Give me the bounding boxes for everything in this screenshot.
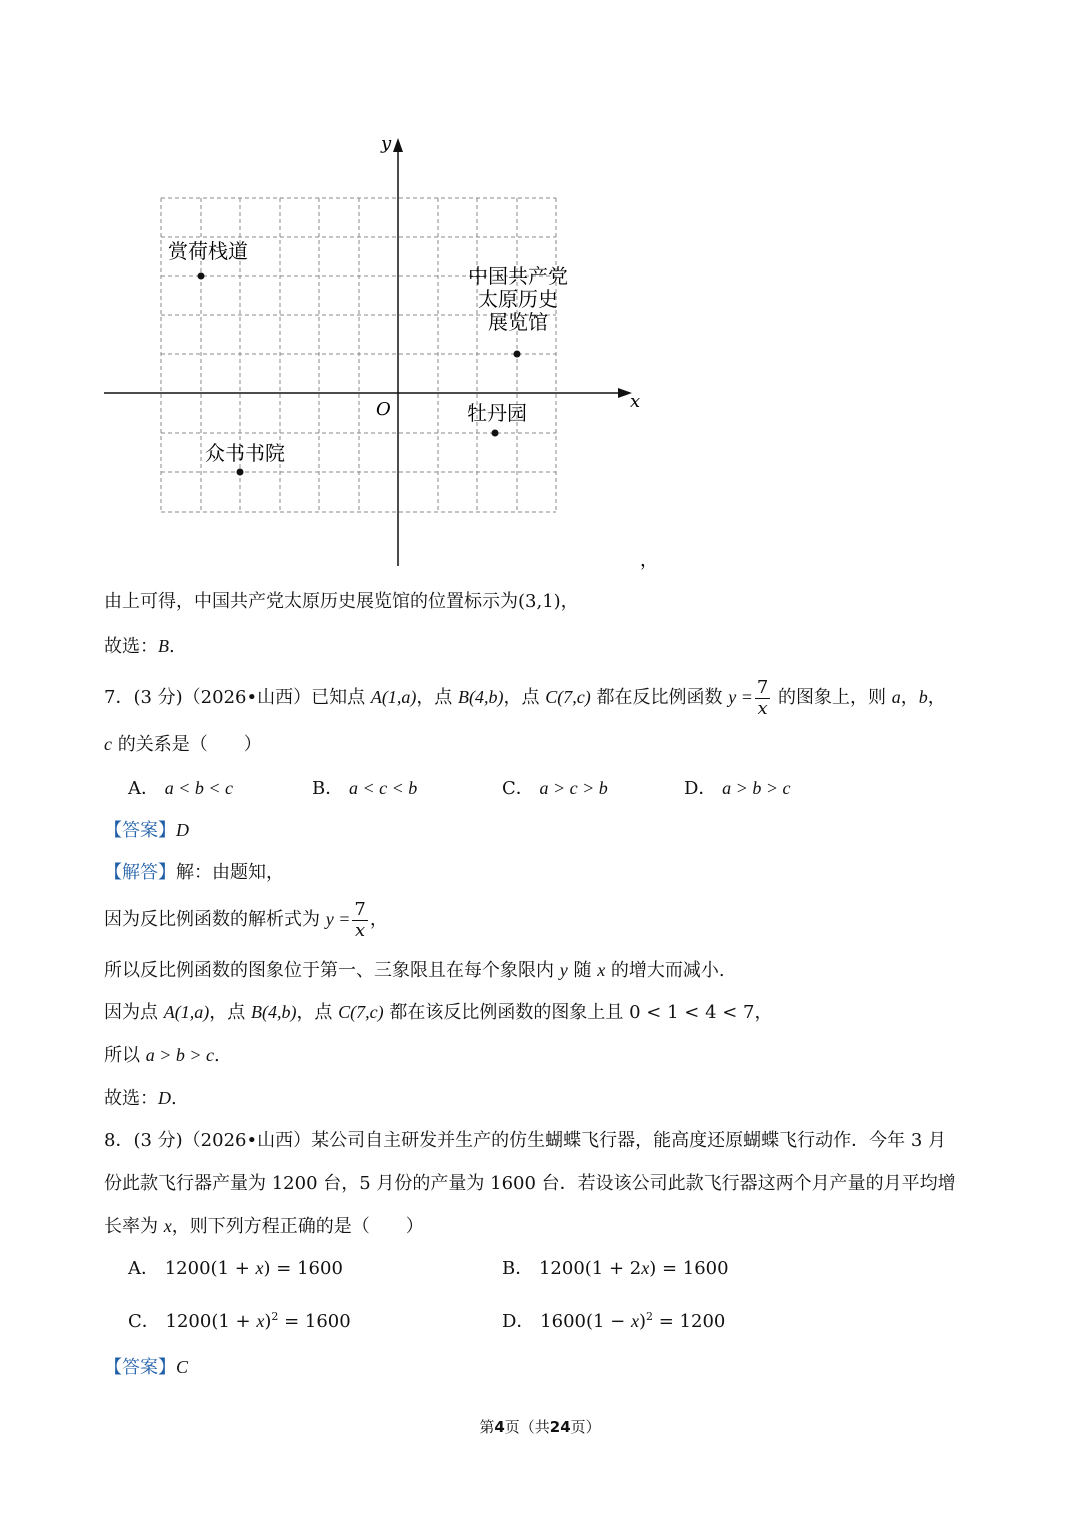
option-key: A． bbox=[128, 1258, 159, 1279]
origin-label: O bbox=[376, 399, 391, 420]
q8-option-c bbox=[128, 1305, 351, 1334]
y-axis-arrow-icon bbox=[393, 138, 403, 152]
exponent: 2 bbox=[271, 1310, 279, 1323]
text: ， bbox=[369, 909, 388, 930]
choice-value: B bbox=[158, 636, 169, 656]
var-b: b bbox=[918, 687, 928, 707]
q7-answer bbox=[104, 818, 189, 843]
coordinate-diagram bbox=[0, 120, 700, 580]
text: 的增大而减小. bbox=[605, 960, 725, 981]
q7-option-d bbox=[684, 776, 790, 801]
text: 由上可得，中国共产党太原历史展览馆的位置标示为 bbox=[104, 591, 518, 612]
text: . bbox=[214, 1045, 220, 1066]
option-key: C． bbox=[128, 1311, 160, 1332]
point-a: A(1,a) bbox=[163, 1002, 210, 1022]
func-lhs: y = bbox=[325, 909, 351, 929]
x-axis-label: x bbox=[630, 391, 641, 412]
text: 都在该反比例函数的图象上且 bbox=[383, 1002, 630, 1023]
var-c: c bbox=[104, 734, 112, 754]
point-a: A(1,a) bbox=[370, 687, 417, 707]
var-x: x bbox=[255, 1258, 264, 1278]
point-c: C(7,c) bbox=[545, 687, 591, 707]
point-mudan bbox=[492, 430, 499, 437]
text: ， bbox=[900, 687, 919, 708]
text: ，点 bbox=[416, 687, 459, 708]
q7-stem-line1 bbox=[104, 677, 946, 719]
q8-answer bbox=[104, 1355, 188, 1380]
y-axis-label: y bbox=[381, 133, 392, 154]
point-shanghe bbox=[198, 273, 205, 280]
q8-option-b bbox=[502, 1256, 729, 1281]
text: 因为反比例函数的解析式为 bbox=[104, 909, 326, 930]
exponent: 2 bbox=[646, 1310, 654, 1323]
numerator: 7 bbox=[756, 676, 769, 698]
q7-solution-line1 bbox=[104, 897, 388, 942]
denominator: x bbox=[355, 919, 366, 941]
point-museum bbox=[514, 351, 521, 358]
answer-label: 【答案】 bbox=[104, 1357, 176, 1378]
answer-value: D bbox=[176, 820, 189, 840]
numerator: 7 bbox=[354, 898, 366, 920]
expr: ) bbox=[638, 1311, 647, 1332]
total-pages: 24 bbox=[549, 1418, 571, 1436]
var-x: x bbox=[641, 1258, 650, 1278]
point-b: B(4,b) bbox=[250, 1002, 297, 1022]
text: 8．(3 分)（2026•山西）某公司自主研发并生产的仿生蝴蝶飞行器，能高度还原蝴蝶飞行动作．今年 3 月 bbox=[104, 1130, 946, 1151]
var-x: x bbox=[597, 960, 606, 980]
text: 所以 bbox=[104, 1045, 146, 1066]
expr: ) bbox=[264, 1311, 272, 1332]
option-key: D． bbox=[502, 1311, 535, 1332]
q7-option-a bbox=[128, 776, 233, 801]
option-key: B． bbox=[502, 1258, 534, 1279]
option-key: C． bbox=[502, 778, 534, 799]
expr: 1200(1 + bbox=[165, 1311, 257, 1332]
text: ，点 bbox=[296, 1002, 339, 1023]
text: 第 bbox=[479, 1418, 495, 1436]
option-expr: a < c < b bbox=[348, 778, 418, 798]
point-zhongshu bbox=[237, 469, 244, 476]
choice-value: D bbox=[158, 1088, 171, 1108]
fraction bbox=[755, 678, 770, 719]
conclusion-line bbox=[104, 590, 579, 614]
q8-stem-line1 bbox=[104, 1129, 946, 1153]
page-footer bbox=[0, 1416, 1080, 1437]
expr: ) = 1600 bbox=[263, 1258, 343, 1279]
q7-solution-line3 bbox=[104, 1000, 773, 1025]
q7-option-c bbox=[502, 776, 608, 801]
q8-stem-line3 bbox=[104, 1214, 424, 1239]
func-lhs: y = bbox=[728, 687, 753, 707]
q7-solution-line2 bbox=[104, 958, 725, 983]
label-museum-line3: 展览馆 bbox=[488, 310, 548, 334]
q7-solution-choice bbox=[104, 1086, 177, 1111]
q8-option-d bbox=[502, 1305, 725, 1334]
option-expr: a < b < c bbox=[164, 778, 234, 798]
q7-stem-line2 bbox=[104, 732, 262, 757]
answer-label: 【答案】 bbox=[104, 820, 176, 841]
label-shanghe: 赏荷栈道 bbox=[168, 239, 248, 263]
expr: 1600(1 − bbox=[540, 1311, 631, 1332]
var-x: x bbox=[163, 1216, 172, 1236]
fraction bbox=[352, 900, 367, 941]
answer-value: C bbox=[176, 1357, 189, 1377]
text: 页） bbox=[570, 1418, 601, 1436]
text: 故选： bbox=[104, 1088, 158, 1109]
option-key: A． bbox=[128, 778, 159, 799]
option-key: B． bbox=[312, 778, 344, 799]
trailing-comma: ， bbox=[640, 550, 658, 571]
text: ，点 bbox=[209, 1002, 251, 1023]
option-expr: a > b > c bbox=[722, 778, 791, 798]
text: ， bbox=[754, 1002, 773, 1023]
expr: ) = 1600 bbox=[649, 1258, 729, 1279]
inequality: 0 < 1 < 4 < 7 bbox=[629, 1002, 755, 1023]
text: ， bbox=[560, 591, 579, 612]
text: ，点 bbox=[503, 687, 546, 708]
text: 随 bbox=[567, 960, 598, 981]
relation: a > b > c bbox=[145, 1045, 215, 1065]
expr: 1200(1 + bbox=[164, 1258, 256, 1279]
var-y: y bbox=[559, 960, 568, 980]
text: ， bbox=[927, 687, 946, 708]
var-x: x bbox=[630, 1311, 639, 1331]
choice-line-q6 bbox=[104, 634, 175, 659]
var-a: a bbox=[891, 687, 901, 707]
label-zhongshu: 众书书院 bbox=[205, 441, 285, 465]
var-x: x bbox=[256, 1311, 265, 1331]
expr: 1200(1 + 2 bbox=[538, 1258, 642, 1279]
text: 都在反比例函数 bbox=[590, 687, 729, 708]
expr: = 1200 bbox=[653, 1311, 726, 1332]
text: . bbox=[171, 1088, 177, 1109]
solution-label: 【解答】 bbox=[104, 862, 176, 883]
text: ，则下列方程正确的是（ ） bbox=[171, 1216, 424, 1237]
text: 因为点 bbox=[104, 1002, 164, 1023]
text: . bbox=[169, 636, 175, 657]
q7-solution-line4 bbox=[104, 1043, 220, 1068]
page-number: 4 bbox=[494, 1418, 505, 1436]
text: 故选： bbox=[104, 636, 158, 657]
text: 长率为 bbox=[104, 1216, 164, 1237]
q8-option-a bbox=[128, 1256, 343, 1281]
text: 所以反比例函数的图象位于第一、三象限且在每个象限内 bbox=[104, 960, 560, 981]
text: 的图象上，则 bbox=[772, 687, 892, 708]
expr: = 1600 bbox=[278, 1311, 351, 1332]
q8-stem-line2 bbox=[104, 1172, 956, 1196]
text: 7．(3 分)（2026•山西）已知点 bbox=[104, 687, 371, 708]
q7-solution-intro bbox=[104, 861, 284, 885]
denominator: x bbox=[757, 697, 768, 719]
option-expr: a > c > b bbox=[539, 778, 608, 798]
text: 的关系是（ ） bbox=[112, 734, 262, 755]
text: 页（共 bbox=[504, 1418, 550, 1436]
point-c: C(7,c) bbox=[338, 1002, 384, 1022]
option-key: D． bbox=[684, 778, 717, 799]
q7-option-b bbox=[312, 776, 417, 801]
label-museum-line2: 太原历史 bbox=[478, 287, 558, 311]
label-mudan: 牡丹园 bbox=[467, 401, 527, 425]
coord: (3,1) bbox=[518, 591, 561, 612]
text: 份此款飞行器产量为 1200 台，5 月份的产量为 1600 台．若设该公司此款飞行器这两个月产量的月平均增 bbox=[104, 1173, 956, 1194]
text: 解：由题知， bbox=[176, 862, 284, 883]
point-b: B(4,b) bbox=[458, 687, 504, 707]
label-museum-line1: 中国共产党 bbox=[468, 264, 568, 288]
